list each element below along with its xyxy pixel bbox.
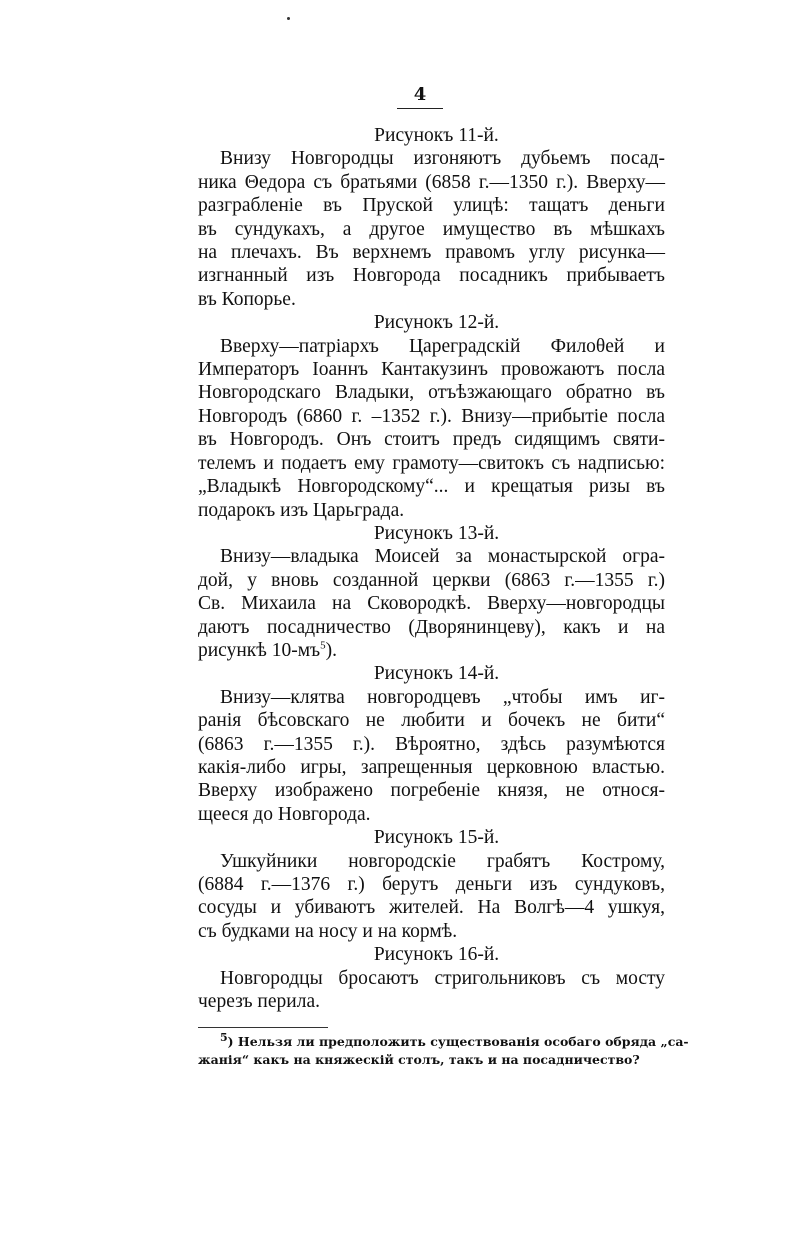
figure-description-15 xyxy=(198,850,665,944)
text-line: даютъ посадничество (Дворянинцеву), какъ и на xyxy=(198,616,665,638)
figure-description-13 xyxy=(198,545,665,662)
page-number-rule xyxy=(397,108,443,109)
text-line: Внизу Новгородцы изгоняютъ дубьемъ посад- xyxy=(220,148,665,170)
text-line: подарокъ изъ Царьграда. xyxy=(198,499,405,521)
text-line: Вверху изображено погребеніе князя, не относя- xyxy=(198,780,665,802)
text-line-fragment: рисункѣ 10-мъ xyxy=(198,639,321,661)
text-line: Новгородъ (6860 г. –1352 г.). Внизу—прибытіе посла xyxy=(198,405,665,427)
text-line: телемъ и подаетъ ему грамоту—свитокъ съ надписью: xyxy=(198,452,665,474)
text-line: на плечахъ. Въ верхнемъ правомъ углу рисунка— xyxy=(198,242,665,264)
figure-heading-16: Рисунокъ 16-й. xyxy=(373,944,500,966)
footnote xyxy=(198,1031,689,1069)
figure-heading-13: Рисунокъ 13-й. xyxy=(373,522,500,544)
footnote-text: ) Нельзя ли предположить существованія особаго обряда „са- xyxy=(227,1034,689,1050)
text-line: Внизу—клятва новгородцевъ „чтобы имъ иг- xyxy=(220,686,665,708)
text-line: „Владыкѣ Новгородскому“... и крещатыя ризы въ xyxy=(198,476,665,498)
text-line: съ будками на носу и на кормѣ. xyxy=(198,920,458,942)
text-line: ранія бѣсовскаго не любити и бочекъ не бити“ xyxy=(198,710,665,732)
figure-description-16 xyxy=(198,967,665,1014)
figure-description-12 xyxy=(198,335,665,522)
text-line: въ Новгородъ. Онъ стоитъ предъ сидящимъ святи- xyxy=(198,429,665,451)
figure-description-14 xyxy=(198,686,665,826)
text-line: (6884 г.—1376 г.) берутъ деньги изъ сундуковъ, xyxy=(198,874,665,895)
text-line: сосуды и убиваютъ жителей. На Волгѣ—4 ушкуя, xyxy=(198,897,665,919)
text-line: Новгородцы бросаютъ стригольниковъ съ мосту xyxy=(220,967,665,989)
text-line: какія-либо игры, запрещенныя церковною властью. xyxy=(198,756,665,778)
text-line: щееся до Новгорода. xyxy=(198,803,371,825)
text-line: въ Копорье. xyxy=(198,288,296,310)
footnote-marker: 5 xyxy=(220,1031,228,1045)
page-number: 4 xyxy=(413,84,427,105)
main-text xyxy=(198,124,665,1013)
text-line: Вверху—патріархъ Цареградскій Филоθей и xyxy=(220,335,665,357)
text-line xyxy=(198,639,665,662)
text-line: Ушкуйники новгородскіе грабятъ Кострому, xyxy=(220,850,665,872)
text-line: въ сундукахъ, а другое имущество въ мѣшкахъ xyxy=(198,218,665,240)
text-line: Новгородскаго Владыки, отъѣзжающаго обратно въ xyxy=(198,382,665,404)
figure-description-11 xyxy=(198,147,665,311)
text-line: (6863 г.—1355 г.). Вѣроятно, здѣсь разумѣются xyxy=(198,733,665,755)
text-line-fragment: ). xyxy=(325,639,337,661)
text-line: Св. Михаила на Сковородкѣ. Вверху—новгородцы xyxy=(198,593,665,615)
footnote-line xyxy=(198,1031,689,1051)
figure-heading-14: Рисунокъ 14-й. xyxy=(373,663,500,685)
figure-heading-15: Рисунокъ 15-й. xyxy=(373,827,500,849)
figure-heading-11: Рисунокъ 11-й. xyxy=(374,125,499,146)
figure-heading-12: Рисунокъ 12-й. xyxy=(373,312,500,334)
text-line: ника Θедора съ братьями (6858 г.—1350 г.). Вверху— xyxy=(198,171,665,193)
footnote-reference[interactable]: 5 xyxy=(320,639,326,652)
page-content xyxy=(198,124,689,1069)
paper-speck xyxy=(287,17,290,20)
text-line: разграбленіе въ Пруской улицѣ: тащатъ деньги xyxy=(198,195,665,217)
text-line: дой, у вновь созданной церкви (6863 г.—1355 г.) xyxy=(198,569,665,591)
text-line: Внизу—владыка Моисей за монастырской огра- xyxy=(220,546,665,568)
text-line: изгнанный изъ Новгорода посадникъ прибываетъ xyxy=(198,265,665,287)
footnote-separator xyxy=(198,1027,328,1028)
footnote-line: жанія“ какъ на княжескій столъ, такъ и на посадничество? xyxy=(198,1052,640,1068)
text-line: Императоръ Іоаннъ Кантакузинъ провожаютъ посла xyxy=(198,359,665,381)
text-line: черезъ перила. xyxy=(198,991,320,1013)
